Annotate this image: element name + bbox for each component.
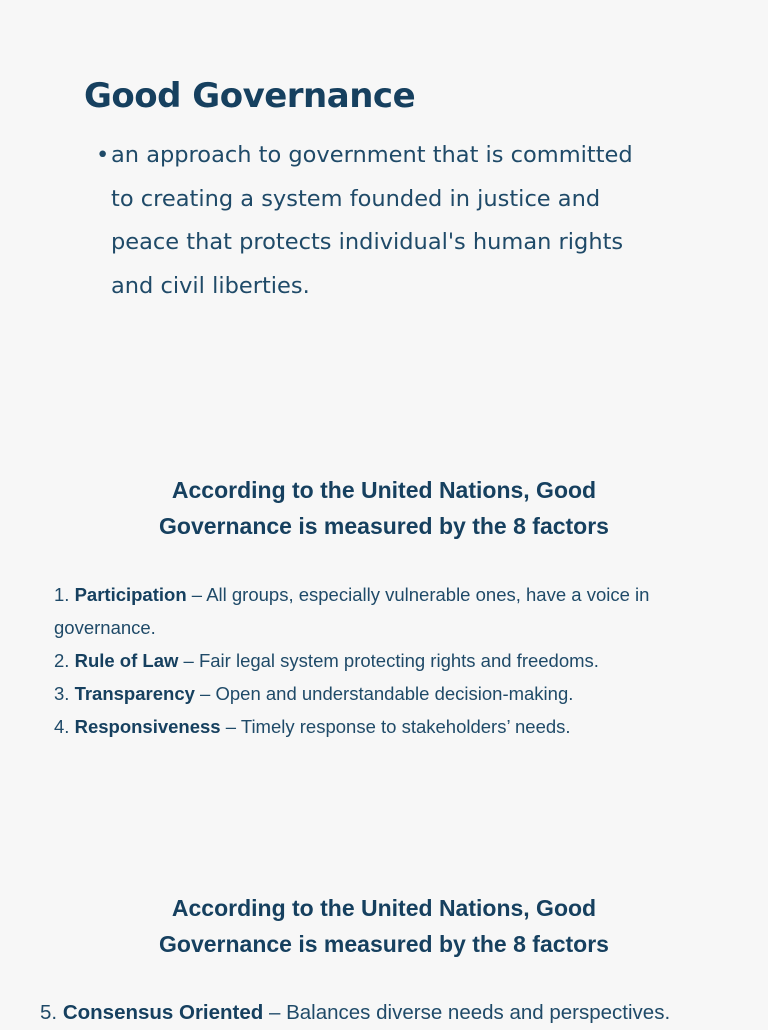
item-description: – Fair legal system protecting rights and freedoms.: [178, 650, 599, 671]
list-item: [54, 677, 654, 710]
definition-text: an approach to government that is committed to creating a system founded in justice and peace that protects individual's human rights and civil liberties.: [111, 142, 633, 299]
section-heading-line: According to the United Nations, Good: [171, 477, 597, 503]
list-item: [54, 578, 654, 644]
item-description: – Timely response to stakeholders’ needs.: [220, 716, 571, 737]
item-description: – All groups, especially vulnerable ones, have a voice in governance.: [54, 584, 650, 638]
item-term: Participation: [74, 584, 187, 605]
item-term: Consensus Oriented: [62, 1001, 264, 1024]
definition-bullet: [96, 134, 656, 308]
section-heading-line: Governance is measured by the 8 factors: [159, 513, 609, 539]
item-number: 5.: [40, 1001, 58, 1024]
page-title: Good Governance: [84, 76, 416, 116]
section-heading-line: According to the United Nations, Good: [171, 895, 597, 921]
item-term: Rule of Law: [74, 650, 179, 671]
item-number: 3.: [54, 683, 70, 704]
section-heading-line: Governance is measured by the 8 factors: [159, 931, 609, 957]
list-item: [54, 644, 654, 677]
factor-list: [54, 578, 654, 743]
item-number: 2.: [54, 650, 70, 671]
item-description: – Balances diverse needs and perspectives.: [263, 1001, 671, 1024]
item-term: Transparency: [74, 683, 195, 704]
item-description: – Open and understandable decision-making.: [194, 683, 574, 704]
bullet-dot: •: [96, 142, 110, 168]
list-item: [54, 710, 654, 743]
section-heading: [0, 890, 768, 962]
item-number: 4.: [54, 716, 70, 737]
section-heading: [0, 472, 768, 544]
list-item: [40, 996, 760, 1030]
item-term: Responsiveness: [74, 716, 221, 737]
item-number: 1.: [54, 584, 70, 605]
